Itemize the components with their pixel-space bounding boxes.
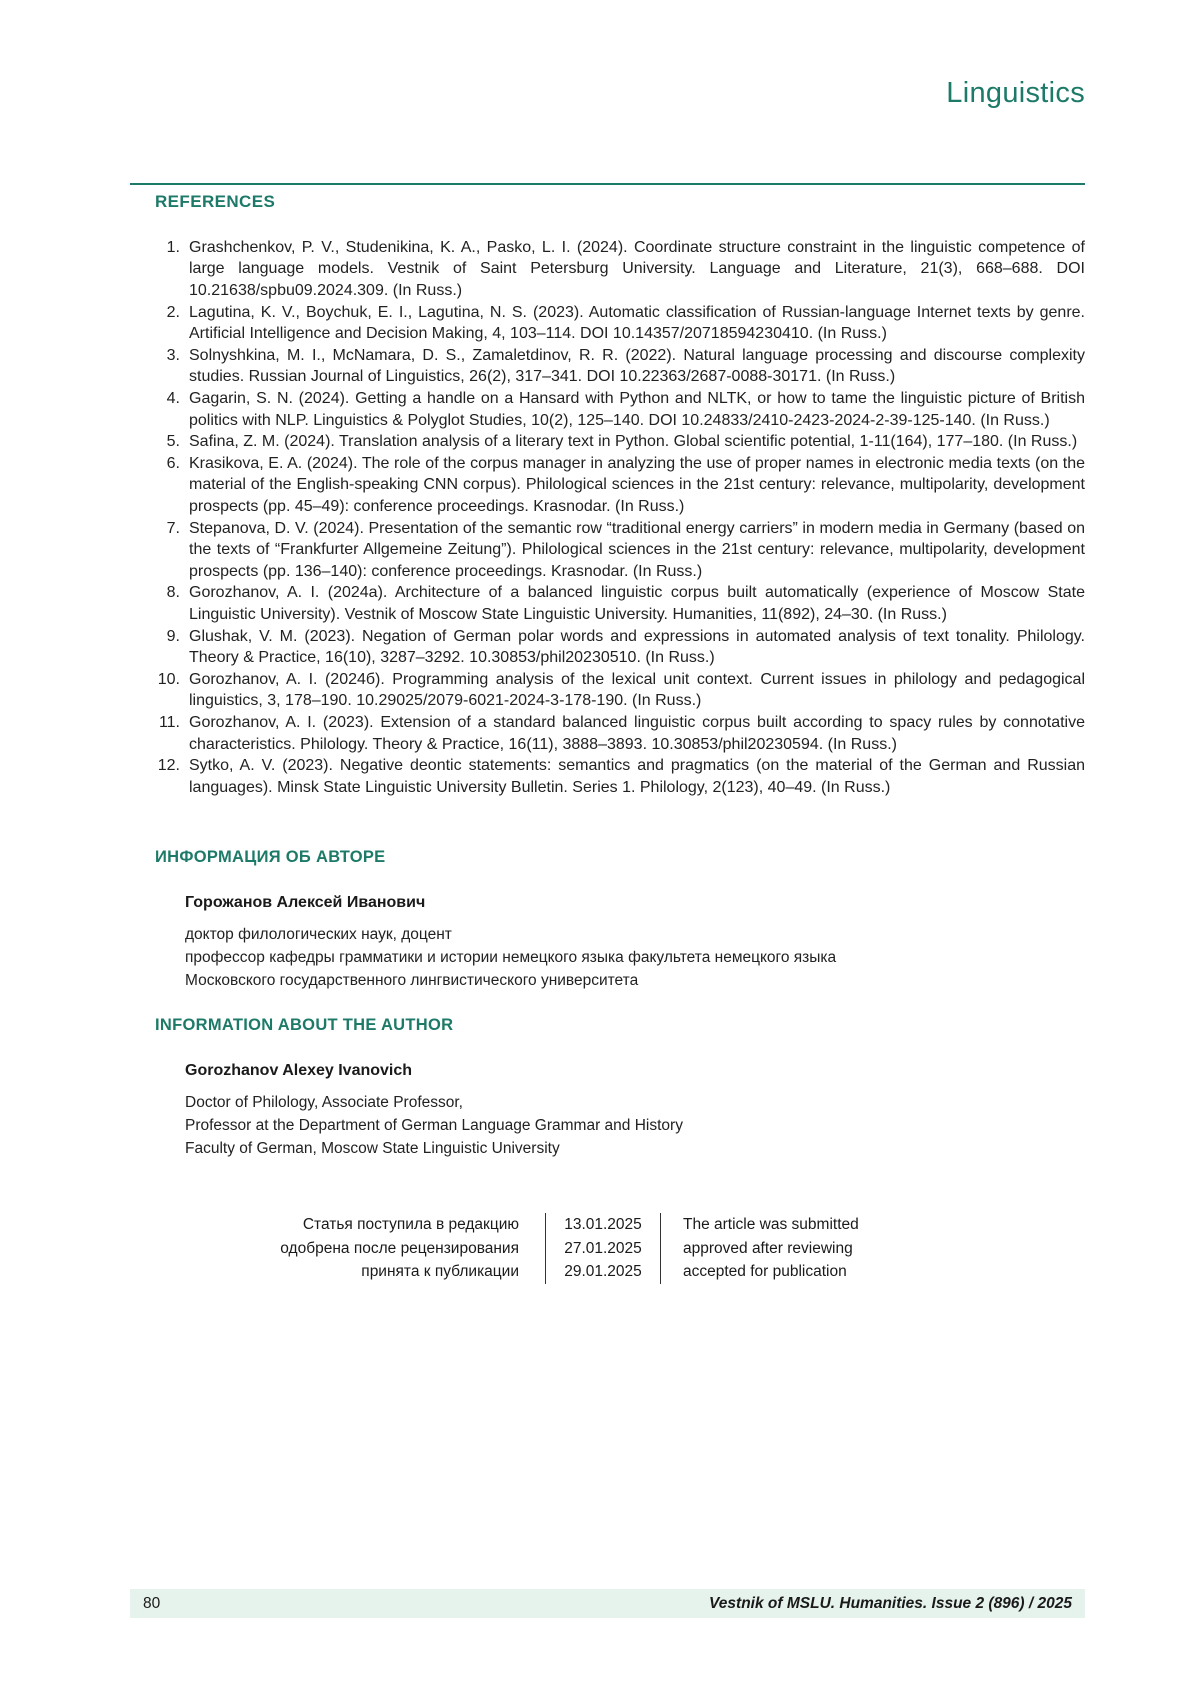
reference-text: Gagarin, S. N. (2024). Getting a handle on a Hansard with Python and NLTK, or how to tame the linguistic picture of British politics with NLP. Linguistics & Polyglot Studies, 10(2), 125–140. DOI 10.24833/2410-2423-2024-2-39-125-140. (In Russ.): [189, 390, 1085, 429]
reference-text: Gorozhanov, A. I. (2024б). Programming analysis of the lexical unit context. Current issues in philology and pedagogical linguistics, 3, 178–190. 10.29025/2079-6021-2024-3-178-190. (In Russ.): [189, 670, 1085, 710]
reference-text: Lagutina, K. V., Boychuk, E. I., Lagutina, N. S. (2023). Automatic classification of Russian-language Internet texts by genre. Artificial Intelligence and Decision Making, 4, 103–114. DOI 10.14357/20718594230410. (In Russ.): [189, 303, 1085, 343]
footer-bar: [130, 1589, 1085, 1618]
reference-number: 2.: [166, 303, 180, 321]
dates-labels-ru: [130, 1213, 545, 1284]
date-label-ru: принята к публикации: [361, 1263, 519, 1281]
page-title: Linguistics: [946, 77, 1085, 109]
reference-item: [130, 626, 1085, 669]
reference-text: Krasikova, E. A. (2024). The role of the corpus manager in analyzing the use of proper names in electronic media texts (on the material of the English-speaking CNN corpus). Philological sciences in the 21st century: relevance, multipolarity, development prospects (pp. 45–49): conference proceedings. Krasnodar. (In Russ.): [189, 454, 1085, 516]
date-value: 29.01.2025: [564, 1263, 642, 1281]
author-detail-line: Faculty of German, Moscow State Linguistic University: [185, 1140, 560, 1158]
references-list: [130, 237, 1085, 798]
reference-number: 7.: [166, 519, 180, 537]
dates-values: [545, 1213, 661, 1284]
reference-number: 3.: [166, 346, 180, 364]
author-info-ru-heading: ИНФОРМАЦИЯ ОБ АВТОРЕ: [155, 848, 386, 867]
author-detail-line: Московского государственного лингвистического университета: [185, 972, 639, 990]
reference-number: 5.: [166, 433, 180, 451]
reference-text: Gorozhanov, A. I. (2023). Extension of a standard balanced linguistic corpus built according to spacy rules by connotative characteristics. Philology. Theory & Practice, 16(11), 3888–3893. 10.30853/phil20230594. (In Russ.): [189, 713, 1085, 753]
author-name-ru: Горожанов Алексей Иванович: [185, 894, 426, 912]
author-details-en: [130, 1091, 1085, 1160]
reference-number: 9.: [166, 627, 180, 645]
reference-text: Safina, Z. M. (2024). Translation analysis of a literary text in Python. Global scientific potential, 1-11(164), 177–180. (In Russ.): [189, 433, 1078, 451]
author-details-ru: [130, 923, 1085, 992]
reference-number: 10.: [157, 670, 180, 688]
reference-item: [130, 237, 1085, 302]
reference-text: Solnyshkina, M. I., McNamara, D. S., Zamaletdinov, R. R. (2022). Natural language processing and discourse complexity studies. Russian Journal of Linguistics, 26(2), 317–341. DOI 10.22363/2687-0088-30171. (In Russ.): [189, 346, 1085, 386]
reference-item: [130, 755, 1085, 798]
date-label-en: The article was submitted: [683, 1216, 859, 1234]
date-label-en: approved after reviewing: [683, 1239, 853, 1257]
author-detail-line: Professor at the Department of German Language Grammar and History: [185, 1117, 683, 1135]
reference-number: 11.: [158, 713, 180, 731]
submission-dates-table: [130, 1213, 1085, 1284]
dates-labels-en: [661, 1213, 859, 1284]
reference-item: [130, 582, 1085, 625]
reference-text: Grashchenkov, P. V., Studenikina, K. A., Pasko, L. I. (2024). Coordinate structure constraint in the linguistic competence of large language models. Vestnik of Saint Petersburg University. Language and Literature, 21(3), 668–688. DOI 10.21638/spbu09.2024.309. (In Russ.): [189, 238, 1085, 300]
date-label-en: accepted for publication: [683, 1263, 847, 1281]
journal-title: Vestnik of MSLU. Humanities. Issue 2 (896) / 2025: [709, 1594, 1072, 1612]
reference-number: 6.: [166, 454, 180, 472]
author-detail-line: Doctor of Philology, Associate Professor,: [185, 1094, 463, 1112]
reference-number: 12.: [157, 757, 180, 775]
reference-text: Gorozhanov, A. I. (2024a). Architecture of a balanced linguistic corpus built automatically (experience of Moscow State Linguistic University). Vestnik of Moscow State Linguistic University. Humanities, 11(892), 24–30. (In Russ.): [189, 584, 1085, 623]
reference-item: [130, 388, 1085, 431]
author-info-en-heading: INFORMATION ABOUT THE AUTHOR: [155, 1016, 454, 1035]
reference-text: Glushak, V. M. (2023). Negation of German polar words and expressions in automated analysis of text tonality. Philology. Theory & Practice, 16(10), 3287–3292. 10.30853/phil20230510. (In Russ.): [189, 627, 1085, 667]
reference-text: Stepanova, D. V. (2024). Presentation of the semantic row “traditional energy carriers” in modern media in Germany (based on the texts of “Frankfurter Allgemeine Zeitung”). Philological sciences in the 21st century: relevance, multipolarity, development prospects (pp. 136–140): conference proceedings. Krasnodar. (In Russ.): [189, 519, 1085, 580]
reference-item: [130, 453, 1085, 518]
date-value: 27.01.2025: [564, 1239, 642, 1257]
section-divider-rule: [130, 183, 1085, 185]
author-detail-line: профессор кафедры грамматики и истории немецкого языка факультета немецкого языка: [185, 949, 837, 967]
date-value: 13.01.2025: [564, 1216, 642, 1234]
author-name-en: Gorozhanov Alexey Ivanovich: [185, 1062, 413, 1080]
page-number: 80: [143, 1594, 161, 1612]
reference-number: 1.: [166, 238, 180, 256]
reference-item: [130, 712, 1085, 755]
reference-number: 4.: [166, 390, 180, 408]
references-heading: REFERENCES: [155, 191, 276, 211]
date-label-ru: одобрена после рецензирования: [280, 1239, 519, 1257]
reference-item: [130, 518, 1085, 583]
reference-item: [130, 345, 1085, 388]
date-label-ru: Статья поступила в редакцию: [302, 1216, 519, 1234]
reference-item: [130, 302, 1085, 345]
reference-number: 8.: [166, 584, 180, 602]
reference-item: [130, 669, 1085, 712]
reference-item: [130, 431, 1085, 453]
reference-text: Sytko, A. V. (2023). Negative deontic statements: semantics and pragmatics (on the material of the German and Russian languages). Minsk State Linguistic University Bulletin. Series 1. Philology, 2(123), 40–49. (In Russ.): [189, 757, 1085, 796]
author-detail-line: доктор филологических наук, доцент: [185, 926, 452, 944]
